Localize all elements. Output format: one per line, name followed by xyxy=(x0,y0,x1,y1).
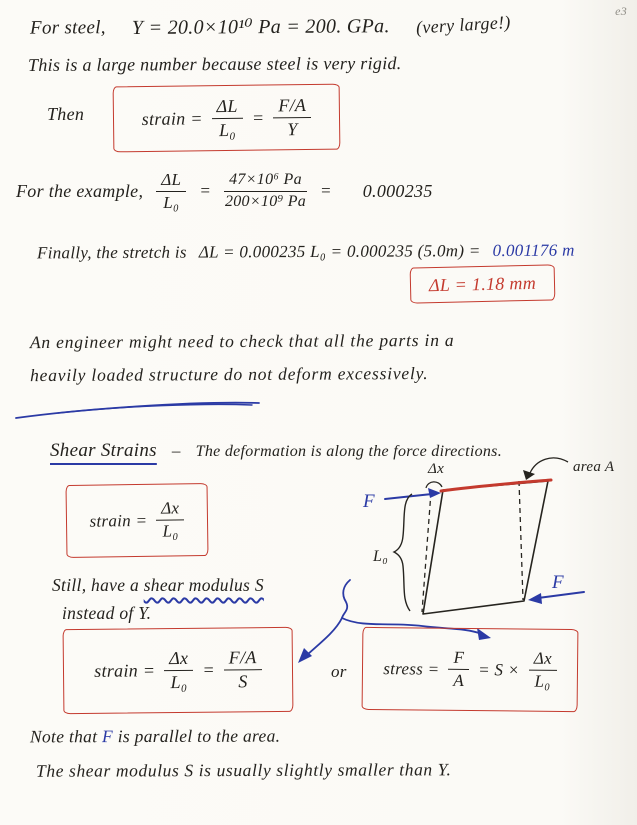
stretch-equation: ΔL = 0.000235 L₀ = 0.000235 (5.0m) = xyxy=(198,241,481,262)
connector-arrow-left xyxy=(308,618,342,654)
equals-sign: = xyxy=(199,181,212,200)
equals-sign: = xyxy=(251,107,265,128)
example-calculation xyxy=(16,160,433,222)
diagram-dx-brace xyxy=(426,482,442,488)
strain-result-value: 0.000235 xyxy=(362,180,433,201)
diagram-area-leader xyxy=(530,458,568,473)
fraction-dl-l0-example: $\frac{\Delta L}{\text{L₀}}$ xyxy=(156,171,186,212)
note-text-b: is parallel to the area. xyxy=(112,725,281,747)
diagram-area-label: area A xyxy=(573,459,615,475)
shear-strain-box xyxy=(65,483,208,558)
shear-stress-box xyxy=(362,627,579,712)
fraction-pressure-ratio: $\frac{\text{47×10⁶ Pa}}{\text{200×10⁹ Pa}}$ xyxy=(224,170,307,210)
shear-strain-modulus-box xyxy=(63,627,294,714)
engineer-paragraph xyxy=(30,324,455,392)
fraction-fa-s: $\frac{F/A}{S}$ xyxy=(224,648,262,691)
shear-modulus-phrase: shear modulus S xyxy=(143,575,264,595)
shear-stress-lhs: stress = xyxy=(383,658,440,679)
example-prefix: For the example, xyxy=(16,180,144,201)
intro-line-2: This is a large number because steel is very rigid. xyxy=(27,53,402,75)
shear-heading-caption: The deformation is along the force directions. xyxy=(195,443,503,460)
fraction-f-a: $\frac{F}{A}$ xyxy=(448,649,469,690)
shear-modulus-note: The shear modulus S is usually slightly smaller than Y. xyxy=(35,759,452,781)
diagram-top-surface-highlight xyxy=(441,480,551,491)
intro-line-1 xyxy=(30,12,511,40)
finally-label: Finally, the stretch is xyxy=(36,242,187,263)
shear-heading-title: Shear Strains xyxy=(50,440,157,461)
strain-formula-box xyxy=(113,84,341,153)
engineer-line-2: heavily loaded structure do not deform excessively. xyxy=(30,363,429,386)
diagram-dx-label: Δx xyxy=(428,461,445,477)
fraction-dx-l0: $\frac{\Delta x}{\text{L₀}}$ xyxy=(528,650,557,691)
fraction-fa-y: $\frac{F/A}{Y}$ xyxy=(273,96,311,139)
note-text-a: Note that xyxy=(29,726,103,747)
engineer-line-1: An engineer might need to check that all the parts in a xyxy=(29,329,455,353)
diagram-force-top-label: F xyxy=(363,491,375,512)
intro-line-1-comment: (very large!) xyxy=(415,11,511,38)
equals-sign: = xyxy=(202,659,215,680)
s-times: = S × xyxy=(478,659,520,680)
equals-sign: = xyxy=(319,181,332,200)
fraction-dx-l0: $\frac{\Delta x}{\text{L₀}}$ xyxy=(156,499,185,540)
strain-lhs: strain = xyxy=(141,107,203,129)
still-line-2: instead of Y. xyxy=(62,603,152,623)
diagram-area-arrowhead xyxy=(523,470,535,480)
diagram-dashed-right-edge xyxy=(519,481,523,600)
shear-strain-lhs: strain = xyxy=(89,510,148,531)
or-label: or xyxy=(331,662,347,681)
diagram-force-top-arrowhead xyxy=(428,488,441,498)
section-divider-line xyxy=(12,396,264,422)
delta-l-result-value: ΔL = 1.18 mm xyxy=(428,272,537,295)
fraction-dx-l0: $\frac{\Delta x}{\text{L₀}}$ xyxy=(164,649,194,692)
note-force-symbol: F xyxy=(101,726,114,747)
still-line-1 xyxy=(52,575,264,596)
finally-line xyxy=(37,241,575,264)
page-number: e3 xyxy=(615,4,627,18)
delta-l-result-box xyxy=(410,264,556,303)
then-label: Then xyxy=(47,104,85,124)
young-modulus-value: Y = 20.0×10¹⁰ Pa = 200. GPa. xyxy=(131,15,390,39)
diagram-force-bottom-label: F xyxy=(552,572,564,593)
intro-line-1-prefix: For steel, xyxy=(29,16,106,39)
diagram-force-bottom-arrowhead xyxy=(528,593,542,604)
shear-strain-lhs: strain = xyxy=(94,660,156,681)
note-line xyxy=(30,726,280,748)
diagram-l0-label: L₀ xyxy=(373,548,389,565)
still-line-1-text: Still, have a xyxy=(52,575,144,595)
heading-dash: – xyxy=(171,441,181,460)
stretch-result-value: 0.001176 m xyxy=(492,240,575,261)
fraction-dl-l0: $\frac{\Delta L}{\text{L₀}}$ xyxy=(211,96,243,139)
connector-arrowhead-left xyxy=(298,648,312,663)
